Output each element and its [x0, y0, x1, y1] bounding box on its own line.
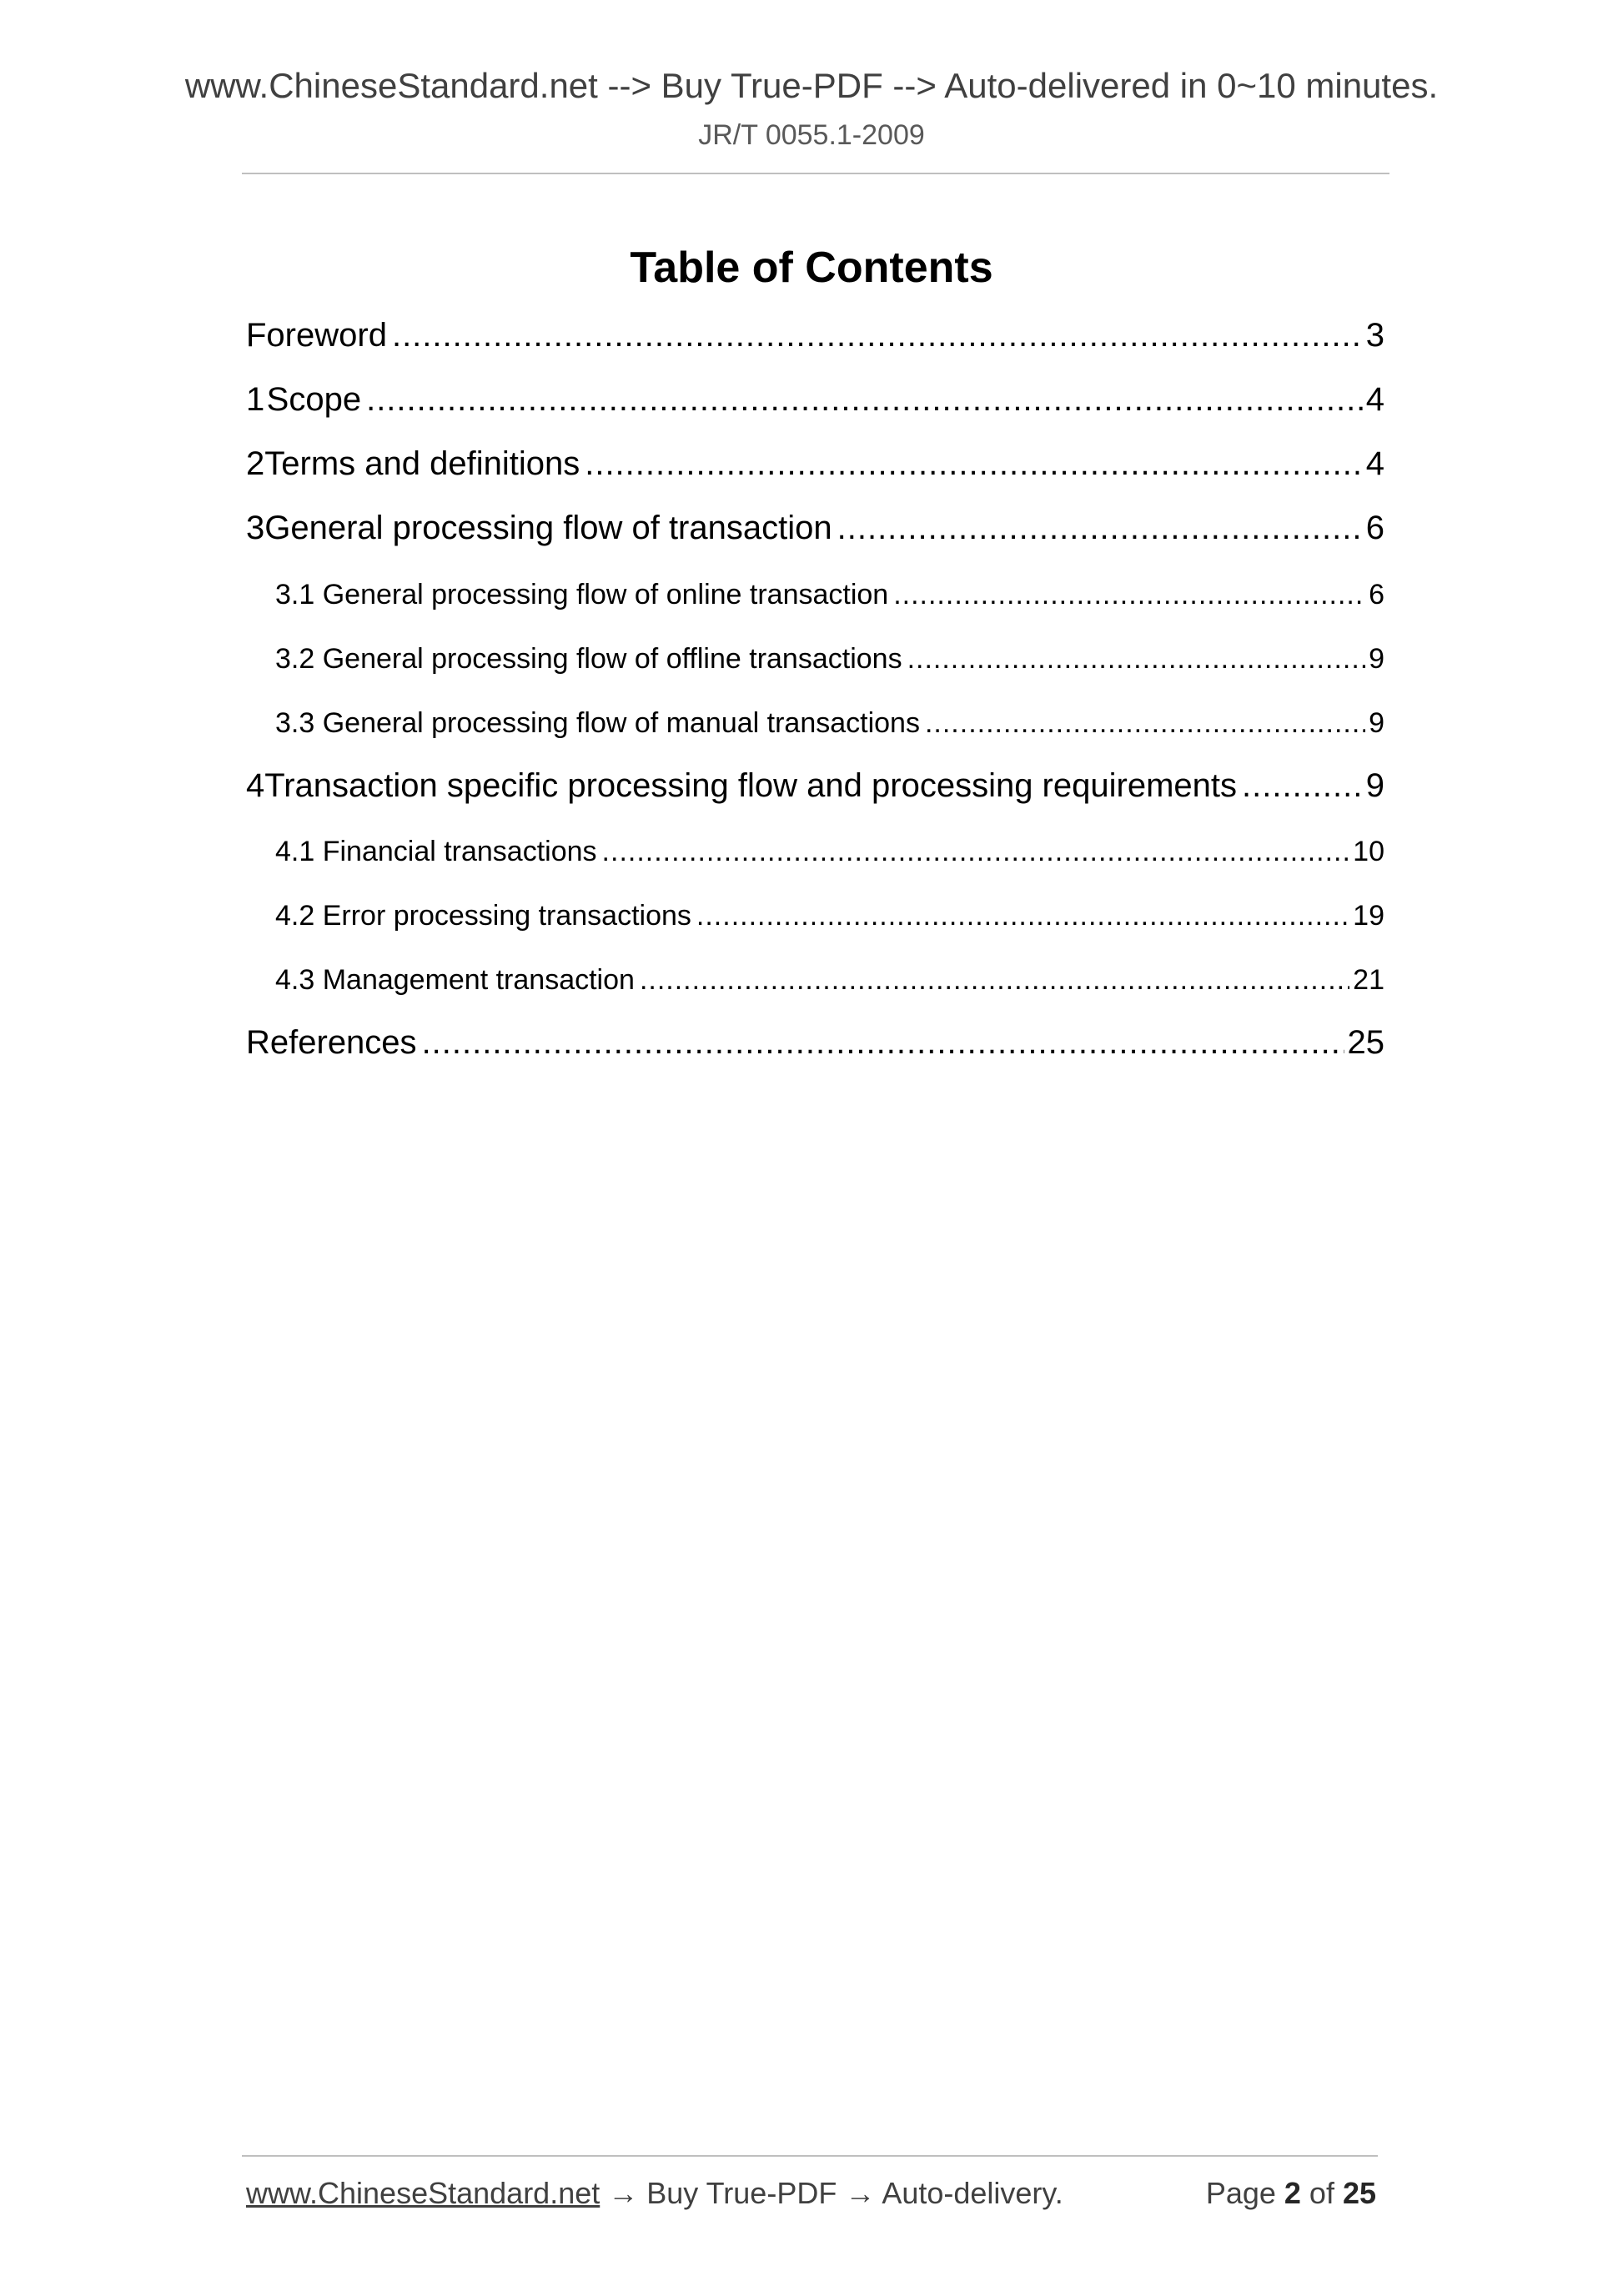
toc-entry-label: 3.2 General processing flow of offline transactions [275, 643, 902, 675]
toc-dot-leader [585, 445, 1363, 483]
toc-entry-specific-flow[interactable] [246, 767, 1384, 805]
toc-entry-4-2[interactable] [246, 900, 1384, 932]
toc-dot-leader [1242, 767, 1363, 805]
toc-entry-4-3[interactable] [246, 964, 1384, 997]
toc-entry-general-flow[interactable] [246, 510, 1384, 547]
toc-entry-label: 4.3 Management transaction [275, 964, 635, 996]
toc-entry-references[interactable] [246, 1024, 1384, 1062]
toc-entry-page: 9 [1365, 767, 1384, 804]
header-divider [242, 173, 1389, 174]
page-number [1206, 2175, 1376, 2211]
toc-entry-page: 25 [1347, 1024, 1384, 1061]
toc-entry-label: 4.1 Financial transactions [275, 836, 597, 867]
toc-dot-leader [640, 964, 1349, 997]
toc-dot-leader [925, 707, 1365, 740]
page-number-current: 2 [1284, 2176, 1301, 2210]
toc-entry-3-1[interactable] [246, 579, 1384, 611]
footer-promo [246, 2175, 1063, 2211]
toc-entry-label: 3.3 General processing flow of manual transactions [275, 707, 920, 739]
toc-entry-4-1[interactable] [246, 836, 1384, 868]
toc-entry-label: 4.2 Error processing transactions [275, 900, 691, 932]
toc-dot-leader [893, 579, 1365, 611]
toc-entry-page: 6 [1365, 510, 1384, 546]
toc-entry-scope[interactable] [246, 381, 1384, 419]
toc-entry-number: 3 [246, 510, 265, 546]
page-number-total: 25 [1342, 2176, 1376, 2210]
toc-entry-label: Scope [266, 381, 362, 418]
toc-entry-page: 9 [1369, 707, 1384, 739]
toc-entry-page: 9 [1369, 643, 1384, 675]
toc-entry-label: Transaction specific processing flow and processing requirements [264, 767, 1237, 804]
toc-entry-label: Terms and definitions [264, 445, 580, 482]
toc-dot-leader [602, 836, 1350, 868]
toc-dot-leader [422, 1024, 1344, 1062]
footer-divider [242, 2155, 1378, 2157]
toc-dot-leader [837, 510, 1363, 547]
toc-entry-number: 2 [246, 445, 265, 482]
toc-title: Table of Contents [630, 244, 993, 292]
toc-entry-label: References [246, 1024, 417, 1061]
toc-entry-page: 4 [1365, 445, 1384, 482]
toc-entry-page: 3 [1365, 317, 1384, 354]
toc-entry-terms[interactable] [246, 445, 1384, 483]
toc-dot-leader [907, 643, 1366, 676]
footer-promo-text: → Buy True-PDF → Auto-delivery. [600, 2176, 1063, 2210]
toc-entry-label: 3.1 General processing flow of online transaction [275, 579, 889, 610]
toc-entry-page: 6 [1369, 579, 1384, 610]
toc-entry-page: 4 [1365, 381, 1384, 418]
toc-entry-page: 19 [1353, 900, 1384, 932]
toc-dot-leader [392, 317, 1363, 354]
toc-entry-label: Foreword [246, 317, 387, 354]
toc-entry-3-3[interactable] [246, 707, 1384, 740]
header-banner: www.ChineseStandard.net --> Buy True-PDF --> Auto-delivered in 0~10 minutes. [184, 66, 1439, 105]
page-number-of: of [1300, 2176, 1343, 2210]
toc-entry-page: 21 [1353, 964, 1384, 996]
toc-entry-3-2[interactable] [246, 643, 1384, 676]
document-code: JR/T 0055.1-2009 [698, 119, 925, 151]
toc-entry-foreword[interactable] [246, 317, 1384, 354]
footer-site-link[interactable]: www.ChineseStandard.net [246, 2176, 600, 2210]
toc-dot-leader [366, 381, 1363, 419]
toc-entry-page: 10 [1353, 836, 1384, 867]
toc-dot-leader [696, 900, 1349, 932]
toc-entry-number: 4 [246, 767, 265, 804]
page-number-prefix: Page [1205, 2176, 1284, 2210]
toc-entry-label: General processing flow of transaction [264, 510, 832, 546]
toc-entry-number: 1 [246, 381, 265, 418]
